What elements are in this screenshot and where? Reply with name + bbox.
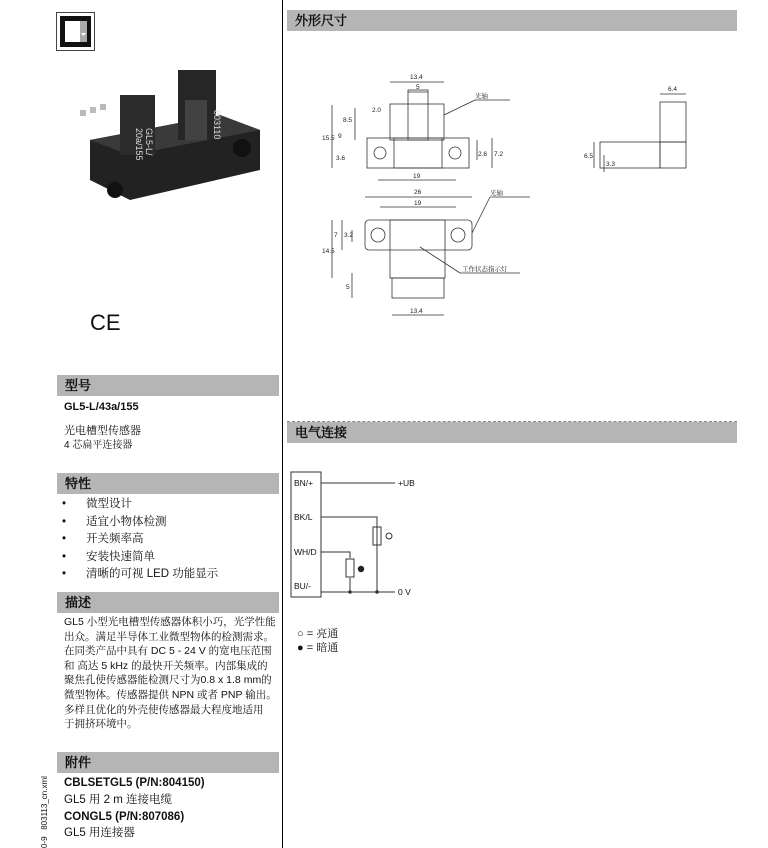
feature-item: • 微型设计 [60, 496, 218, 514]
description-line: 微型物体。传感器提供 NPN 或者 PNP 输出。 [64, 688, 277, 701]
model-name: GL5-L/43a/155 [64, 401, 139, 413]
product-label: 803110 [212, 110, 222, 140]
feature-item: • 清晰的可视 LED 功能显示 [60, 566, 218, 584]
dimension-label: 6.5 [584, 153, 594, 160]
dimension-label: 13.4 [410, 74, 423, 81]
description-text [64, 615, 278, 732]
slot-sensor-icon [57, 13, 94, 50]
dimension-label: 3.6 [336, 155, 346, 162]
top-view-drawing [320, 185, 540, 325]
legend [297, 627, 338, 655]
dimension-label: 光轴 [490, 190, 503, 197]
dimension-label: 26 [414, 189, 422, 196]
legend-text: = 暗通 [306, 642, 339, 654]
dimension-label: 15.5 [322, 135, 335, 142]
model-desc: 光电槽型传感器 [64, 425, 141, 437]
model-desc: 4 芯扁平连接器 [64, 440, 133, 451]
pin-label: BU/- [294, 581, 311, 591]
column-divider [282, 0, 283, 848]
dimension-label: 5 [346, 284, 350, 291]
description-line: 于拥挤环境中。 [64, 718, 138, 731]
dimension-label: 8.5 [343, 117, 353, 124]
accessory-desc: GL5 用连接器 [64, 827, 135, 839]
pin-label: BN/+ [294, 478, 314, 488]
accessories-header: 附件 [57, 752, 279, 773]
accessory-name: CONGL5 (P/N:807086) [64, 811, 185, 823]
dimension-label: 5 [416, 84, 420, 91]
description-line: 聚焦孔使传感器能检测尺寸为0.8 x 1.8 mm的 [64, 674, 272, 687]
light-on-icon: ○ [297, 628, 304, 640]
ce-mark: CE [90, 310, 121, 335]
electrical-header: 电气连接 [287, 422, 737, 443]
pin-label: BK/L [294, 512, 313, 522]
features-header: 特性 [57, 473, 279, 494]
legend-text: = 亮通 [306, 628, 339, 640]
features-list [60, 496, 218, 584]
wiring-diagram [285, 460, 485, 610]
dimension-label: 9 [338, 133, 342, 140]
dimension-label: 光轴 [475, 93, 488, 100]
description-line: 多样且优化的外壳使传感器最大程度地适用 [64, 703, 264, 716]
dimension-label: 3.3 [606, 161, 616, 168]
feature-item: • 适宜小物体检测 [60, 514, 218, 532]
front-view-drawing [320, 60, 520, 190]
dimension-label: 14.5 [322, 248, 335, 255]
dimensions-header: 外形尺寸 [287, 10, 737, 31]
description-line: 在同类产品中具有 DC 5 - 24 V 的宽电压范围 [64, 645, 272, 658]
dimension-label: 7 [334, 232, 338, 239]
slot-sensor-logo [56, 12, 95, 51]
supply-label: +UB [398, 478, 415, 488]
dimension-label: 2.6 [478, 151, 488, 158]
product-label: GL5-L/ [144, 128, 154, 156]
dimension-label: 工作状态指示灯 [462, 266, 508, 273]
description-line: GL5 小型光电槽型传感器体积小巧，光学性能 [64, 616, 276, 628]
description-line: 出众。满足半导体工业微型物体的检测需求。 [64, 630, 274, 643]
product-label: 20a/155 [134, 128, 144, 161]
legend-item [297, 641, 338, 655]
legend-item [297, 627, 338, 641]
dimension-label: 19 [413, 173, 421, 180]
accessory-desc: GL5 用 2 m 连接电缆 [64, 794, 172, 806]
dimension-label: 3.2 [344, 232, 354, 239]
accessory-name: CBLSETGL5 (P/N:804150) [64, 777, 205, 789]
dimension-label: 2.0 [372, 107, 382, 114]
dimension-label: 6.4 [668, 86, 678, 93]
side-note: 0-9 803113_cn.xml [40, 776, 49, 848]
feature-item: • 开关频率高 [60, 531, 218, 549]
feature-item: • 安装快速简单 [60, 549, 218, 567]
description-header: 描述 [57, 592, 279, 613]
product-photo [70, 60, 270, 200]
dimension-label: 19 [414, 200, 422, 207]
pin-label: WH/D [294, 547, 317, 557]
ground-label: 0 V [398, 587, 411, 597]
dimension-label: 13.4 [410, 308, 423, 315]
model-header: 型号 [57, 375, 279, 396]
dark-on-icon: ● [297, 642, 304, 654]
dimension-label: 7.2 [494, 151, 504, 158]
side-view-drawing [580, 80, 700, 190]
description-line: 和 高达 5 kHz 的最快开关频率。内部集成的 [64, 659, 268, 672]
